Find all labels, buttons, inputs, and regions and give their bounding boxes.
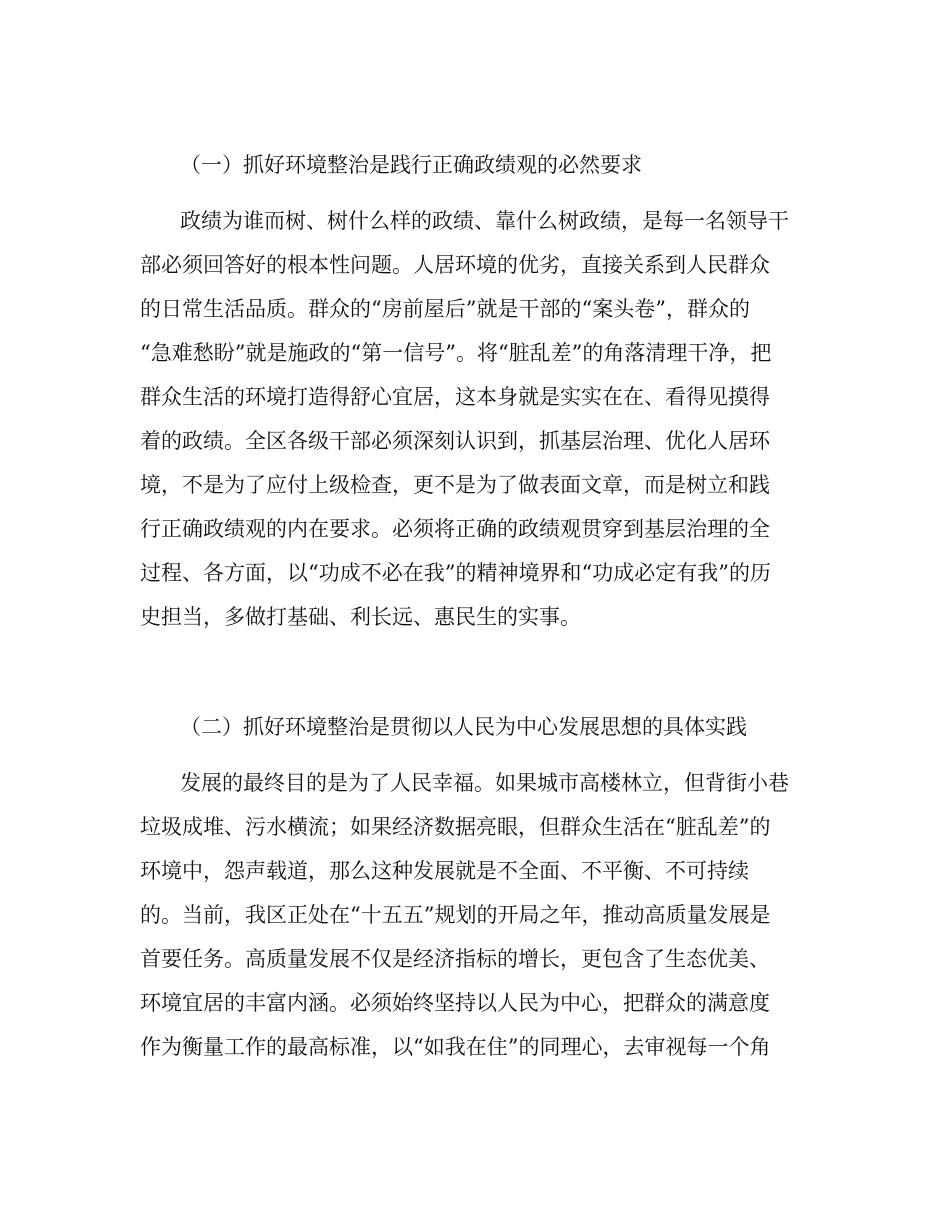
- section-2-line-5: 首要任务。高质量发展不仅是经济指标的增长，更包含了生态优美、: [140, 947, 770, 971]
- section-1-line-4: “急难愁盼”就是施政的“第一信号”。将“脏乱差”的角落清理干净，把: [140, 341, 772, 365]
- section-1-line-10: 史担当，多做打基础、利长远、惠民生的实事。: [140, 605, 581, 629]
- section-1-line-7: 境，不是为了应付上级检查，更不是为了做表面文章，而是树立和践: [140, 473, 770, 497]
- section-2-line-6: 环境宜居的丰富内涵。必须始终坚持以人民为中心，把群众的满意度: [140, 991, 770, 1015]
- section-2-line-4: 的。当前，我区正处在“十五五”规划的开局之年，推动高质量发展是: [140, 903, 771, 927]
- section-1-line-1: 政绩为谁而树、树什么样的政绩、靠什么树政绩，是每一名领导干: [180, 209, 789, 233]
- section-1-heading: （一）抓好环境整治是践行正确政绩观的必然要求: [180, 153, 642, 177]
- section-1-line-5: 群众生活的环境打造得舒心宜居，这本身就是实实在在、看得见摸得: [140, 385, 770, 409]
- section-1-line-9: 过程、各方面，以“功成不必在我”的精神境界和“功成必定有我”的历: [140, 561, 771, 585]
- section-2-heading: （二）抓好环境整治是贯彻以人民为中心发展思想的具体实践: [180, 715, 747, 739]
- section-1-line-8: 行正确政绩观的内在要求。必须将正确的政绩观贯穿到基层治理的全: [140, 517, 770, 541]
- section-1-line-3: 的日常生活品质。群众的“房前屋后”就是干部的“案头卷”，群众的: [140, 297, 750, 321]
- section-2-line-3: 环境中，怨声载道，那么这种发展就是不全面、不平衡、不可持续: [140, 859, 749, 883]
- section-2-line-2: 垃圾成堆、污水横流；如果经济数据亮眼，但群众生活在“脏乱差”的: [140, 815, 771, 839]
- section-2-line-7: 作为衡量工作的最高标准，以“如我在住”的同理心，去审视每一个角: [140, 1035, 771, 1059]
- section-2-line-1: 发展的最终目的是为了人民幸福。如果城市高楼林立，但背街小巷: [180, 771, 789, 795]
- section-1-line-2: 部必须回答好的根本性问题。人居环境的优劣，直接关系到人民群众: [140, 253, 770, 277]
- section-1-line-6: 着的政绩。全区各级干部必须深刻认识到，抓基层治理、优化人居环: [140, 429, 770, 453]
